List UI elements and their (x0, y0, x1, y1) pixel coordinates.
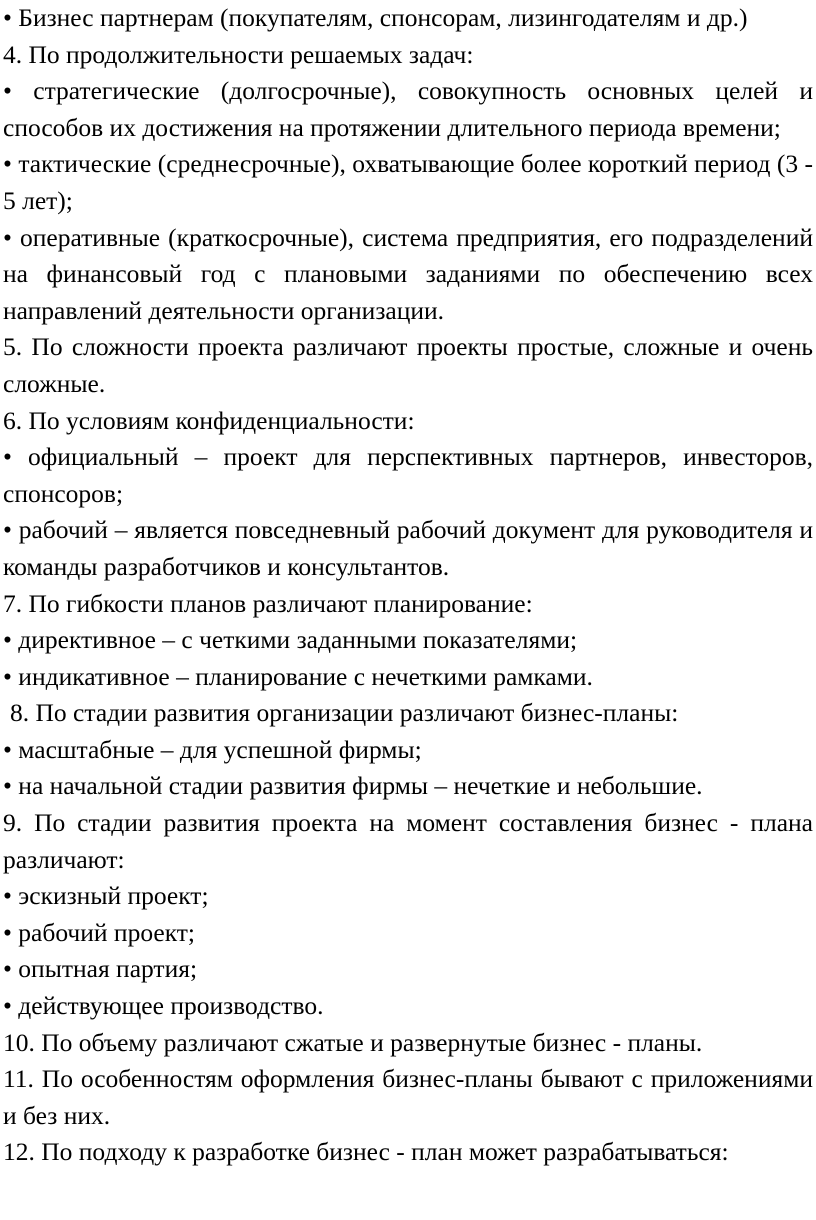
bullet-large-scale: • масштабные – для успешной фирмы; (3, 734, 422, 764)
document-page (3, 0, 813, 1171)
bullet-initial-stage: • на начальной стадии развития фирмы – нечеткие и небольшие. (3, 771, 703, 801)
item-11-formatting: 11. По особенностям оформления бизнес-планы бывают с приложениями и без них. (3, 1064, 813, 1130)
bullet-indicative: • индикативное – планирование с нечеткими рамками. (3, 661, 593, 691)
bullet-sketch-project: • эскизный проект; (3, 881, 209, 911)
bullet-operating-production: • действующее производство. (3, 991, 324, 1021)
bullet-strategic: • стратегические (долгосрочные), совокупность основных целей и способов их достижения на протяжении длительного периода времени; (3, 76, 813, 142)
bullet-pilot-batch: • опытная партия; (3, 954, 198, 984)
item-9-heading: 9. По стадии развития проекта на момент составления бизнес - плана различают: (3, 808, 813, 874)
item-8-heading: 8. По стадии развития организации различают бизнес-планы: (10, 698, 679, 728)
bullet-working-project: • рабочий проект; (3, 917, 195, 947)
bullet-tactical: • тактические (среднесрочные), охватывающие более короткий период (3 - 5 лет); (3, 149, 813, 215)
item-6-heading: 6. По условиям конфиденциальности: (3, 405, 415, 435)
item-7-heading: 7. По гибкости планов различают планирование: (3, 588, 533, 618)
bullet-working: • рабочий – является повседневный рабочий документ для руководителя и команды разработчиков и консультантов. (3, 515, 813, 581)
bullet-directive: • директивное – с четкими заданными показателями; (3, 625, 578, 655)
bullet-operational: • оперативные (краткосрочные), система предприятия, его подразделений на финансовый год с плановыми заданиями по обеспечению всех направлений деятельности организации. (3, 222, 813, 325)
item-4-heading: 4. По продолжительности решаемых задач: (3, 39, 474, 69)
bullet-business-partners: • Бизнес партнерам (покупателям, спонсорам, лизингодателям и др.) (3, 3, 748, 32)
bullet-official: • официальный – проект для перспективных партнеров, инвесторов, спонсоров; (3, 442, 813, 508)
item-12-heading: 12. По подходу к разработке бизнес - план может разрабатываться: (3, 1137, 729, 1167)
item-5-complexity: 5. По сложности проекта различают проекты простые, сложные и очень сложные. (3, 332, 813, 398)
item-10-volume: 10. По объему различают сжатые и развернутые бизнес - планы. (3, 1027, 703, 1057)
